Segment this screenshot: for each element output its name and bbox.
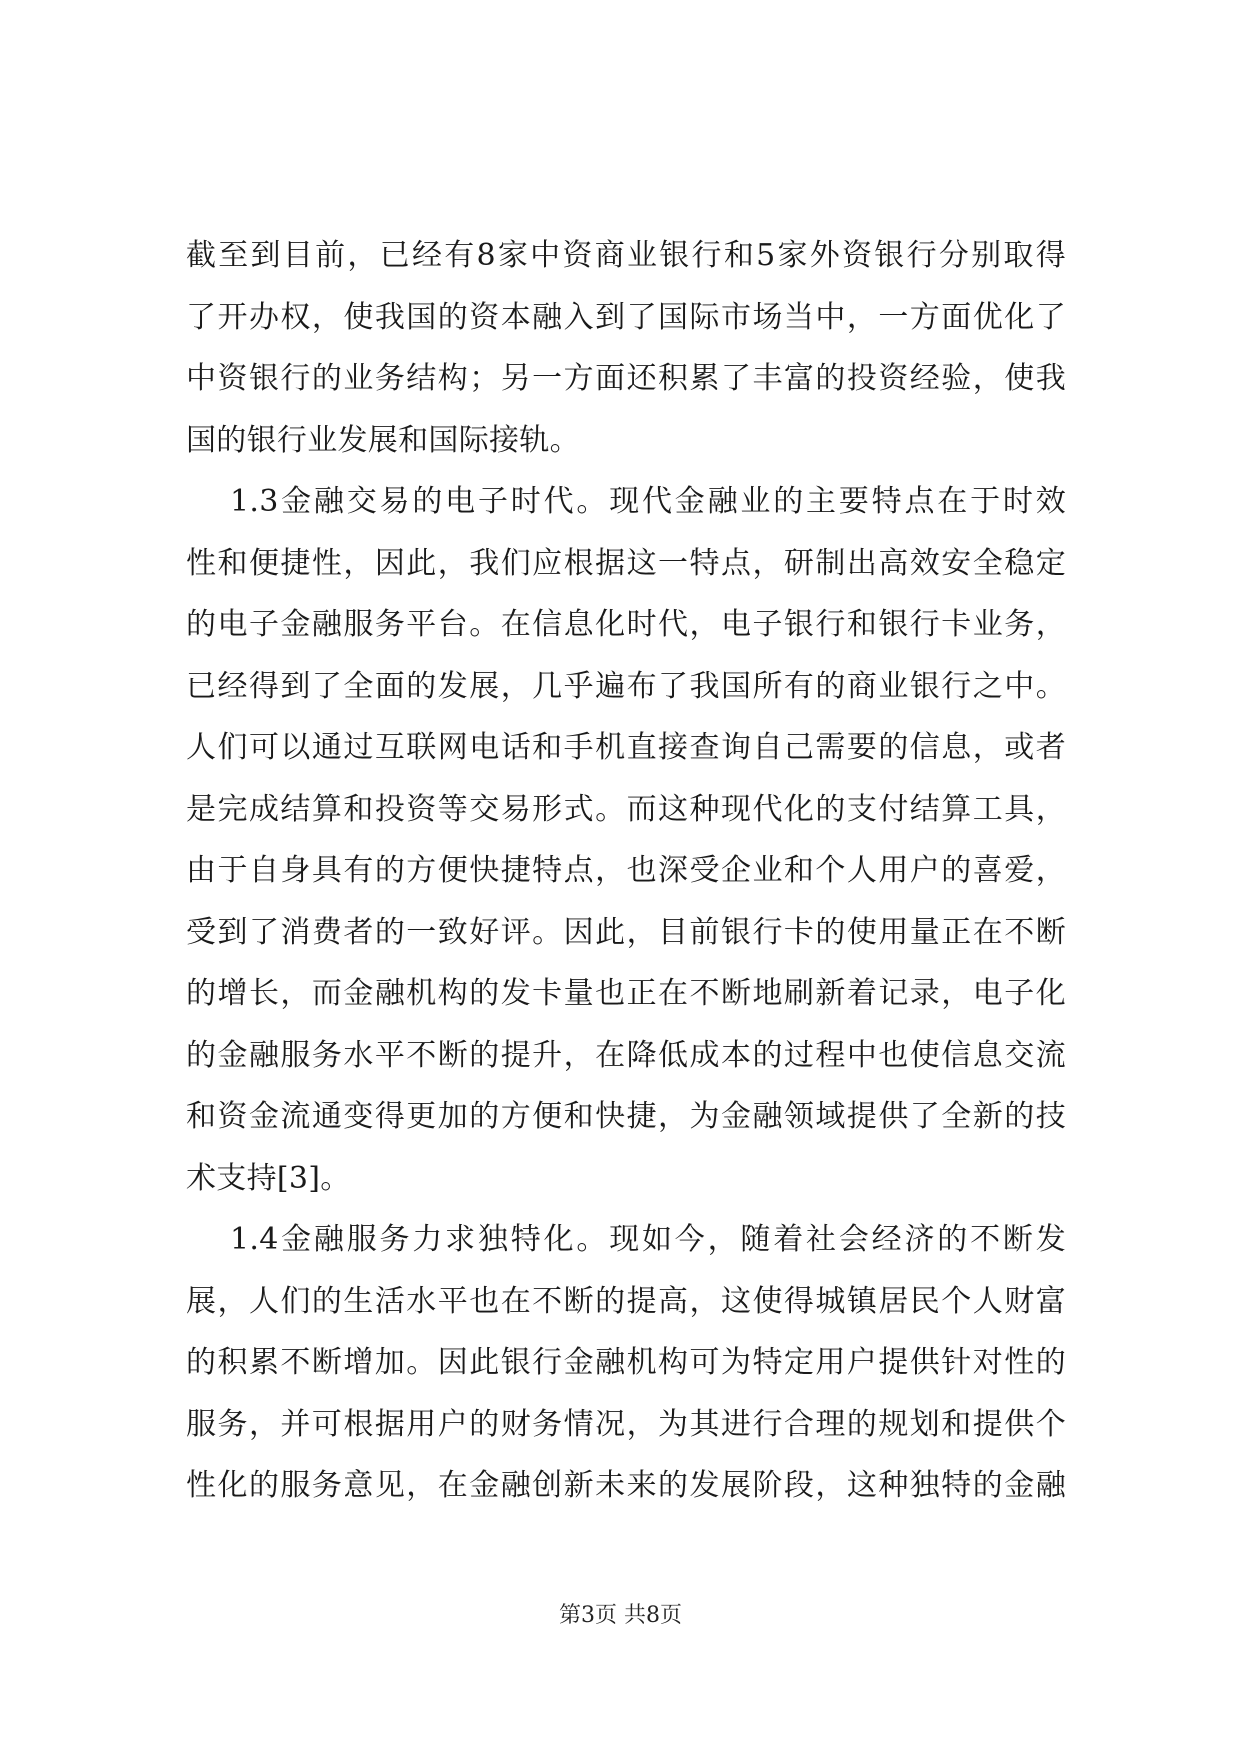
text-line: 服务，并可根据用户的财务情况，为其进行合理的规划和提供个 — [186, 1406, 1066, 1442]
text-line: 和资金流通变得更加的方便和快捷，为金融领域提供了全新的技 — [186, 1099, 1066, 1134]
text-line: 展，人们的生活水平也在不断的提高，这使得城镇居民个人财富 — [186, 1283, 1066, 1319]
text-line: 的积累不断增加。因此银行金融机构可为特定用户提供针对性的 — [186, 1345, 1066, 1380]
text-line: 术支持[3]。 — [186, 1160, 351, 1196]
text-line: 是完成结算和投资等交易形式。而这种现代化的支付结算工具， — [186, 791, 1066, 827]
text-line: 性和便捷性，因此，我们应根据这一特点，研制出高效安全稳定 — [186, 545, 1066, 581]
text-line: 了开办权，使我国的资本融入到了国际市场当中，一方面优化了 — [186, 299, 1066, 335]
text-line: 由于自身具有的方便快捷特点，也深受企业和个人用户的喜爱， — [186, 853, 1066, 888]
text-line: 截至到目前，已经有8家中资商业银行和5家外资银行分别取得 — [186, 238, 1066, 273]
text-line: 1.4金融服务力求独特化。现如今，随着社会经济的不断发 — [230, 1222, 1066, 1257]
text-line: 1.3金融交易的电子时代。现代金融业的主要特点在于时效 — [230, 484, 1066, 519]
paragraph-2 — [186, 471, 1066, 1209]
text-line: 中资银行的业务结构；另一方面还积累了丰富的投资经验，使我 — [186, 361, 1066, 396]
text-line: 的电子金融服务平台。在信息化时代，电子银行和银行卡业务， — [186, 607, 1066, 642]
text-line: 已经得到了全面的发展，几乎遍布了我国所有的商业银行之中。 — [186, 668, 1066, 704]
text-line: 国的银行业发展和国际接轨。 — [186, 422, 580, 458]
page-number-footer: 第3页 共8页 — [559, 1603, 682, 1628]
paragraph-1 — [186, 225, 1066, 471]
text-line: 的金融服务水平不断的提升，在降低成本的过程中也使信息交流 — [186, 1037, 1066, 1073]
paragraph-3 — [186, 1209, 1066, 1517]
text-line: 受到了消费者的一致好评。因此，目前银行卡的使用量正在不断 — [186, 914, 1066, 950]
text-line: 人们可以通过互联网电话和手机直接查询自己需要的信息，或者 — [186, 730, 1066, 765]
text-line: 性化的服务意见，在金融创新未来的发展阶段，这种独特的金融 — [186, 1468, 1066, 1503]
text-line: 的增长，而金融机构的发卡量也正在不断地刷新着记录，电子化 — [186, 976, 1066, 1011]
document-body — [186, 225, 1066, 1517]
